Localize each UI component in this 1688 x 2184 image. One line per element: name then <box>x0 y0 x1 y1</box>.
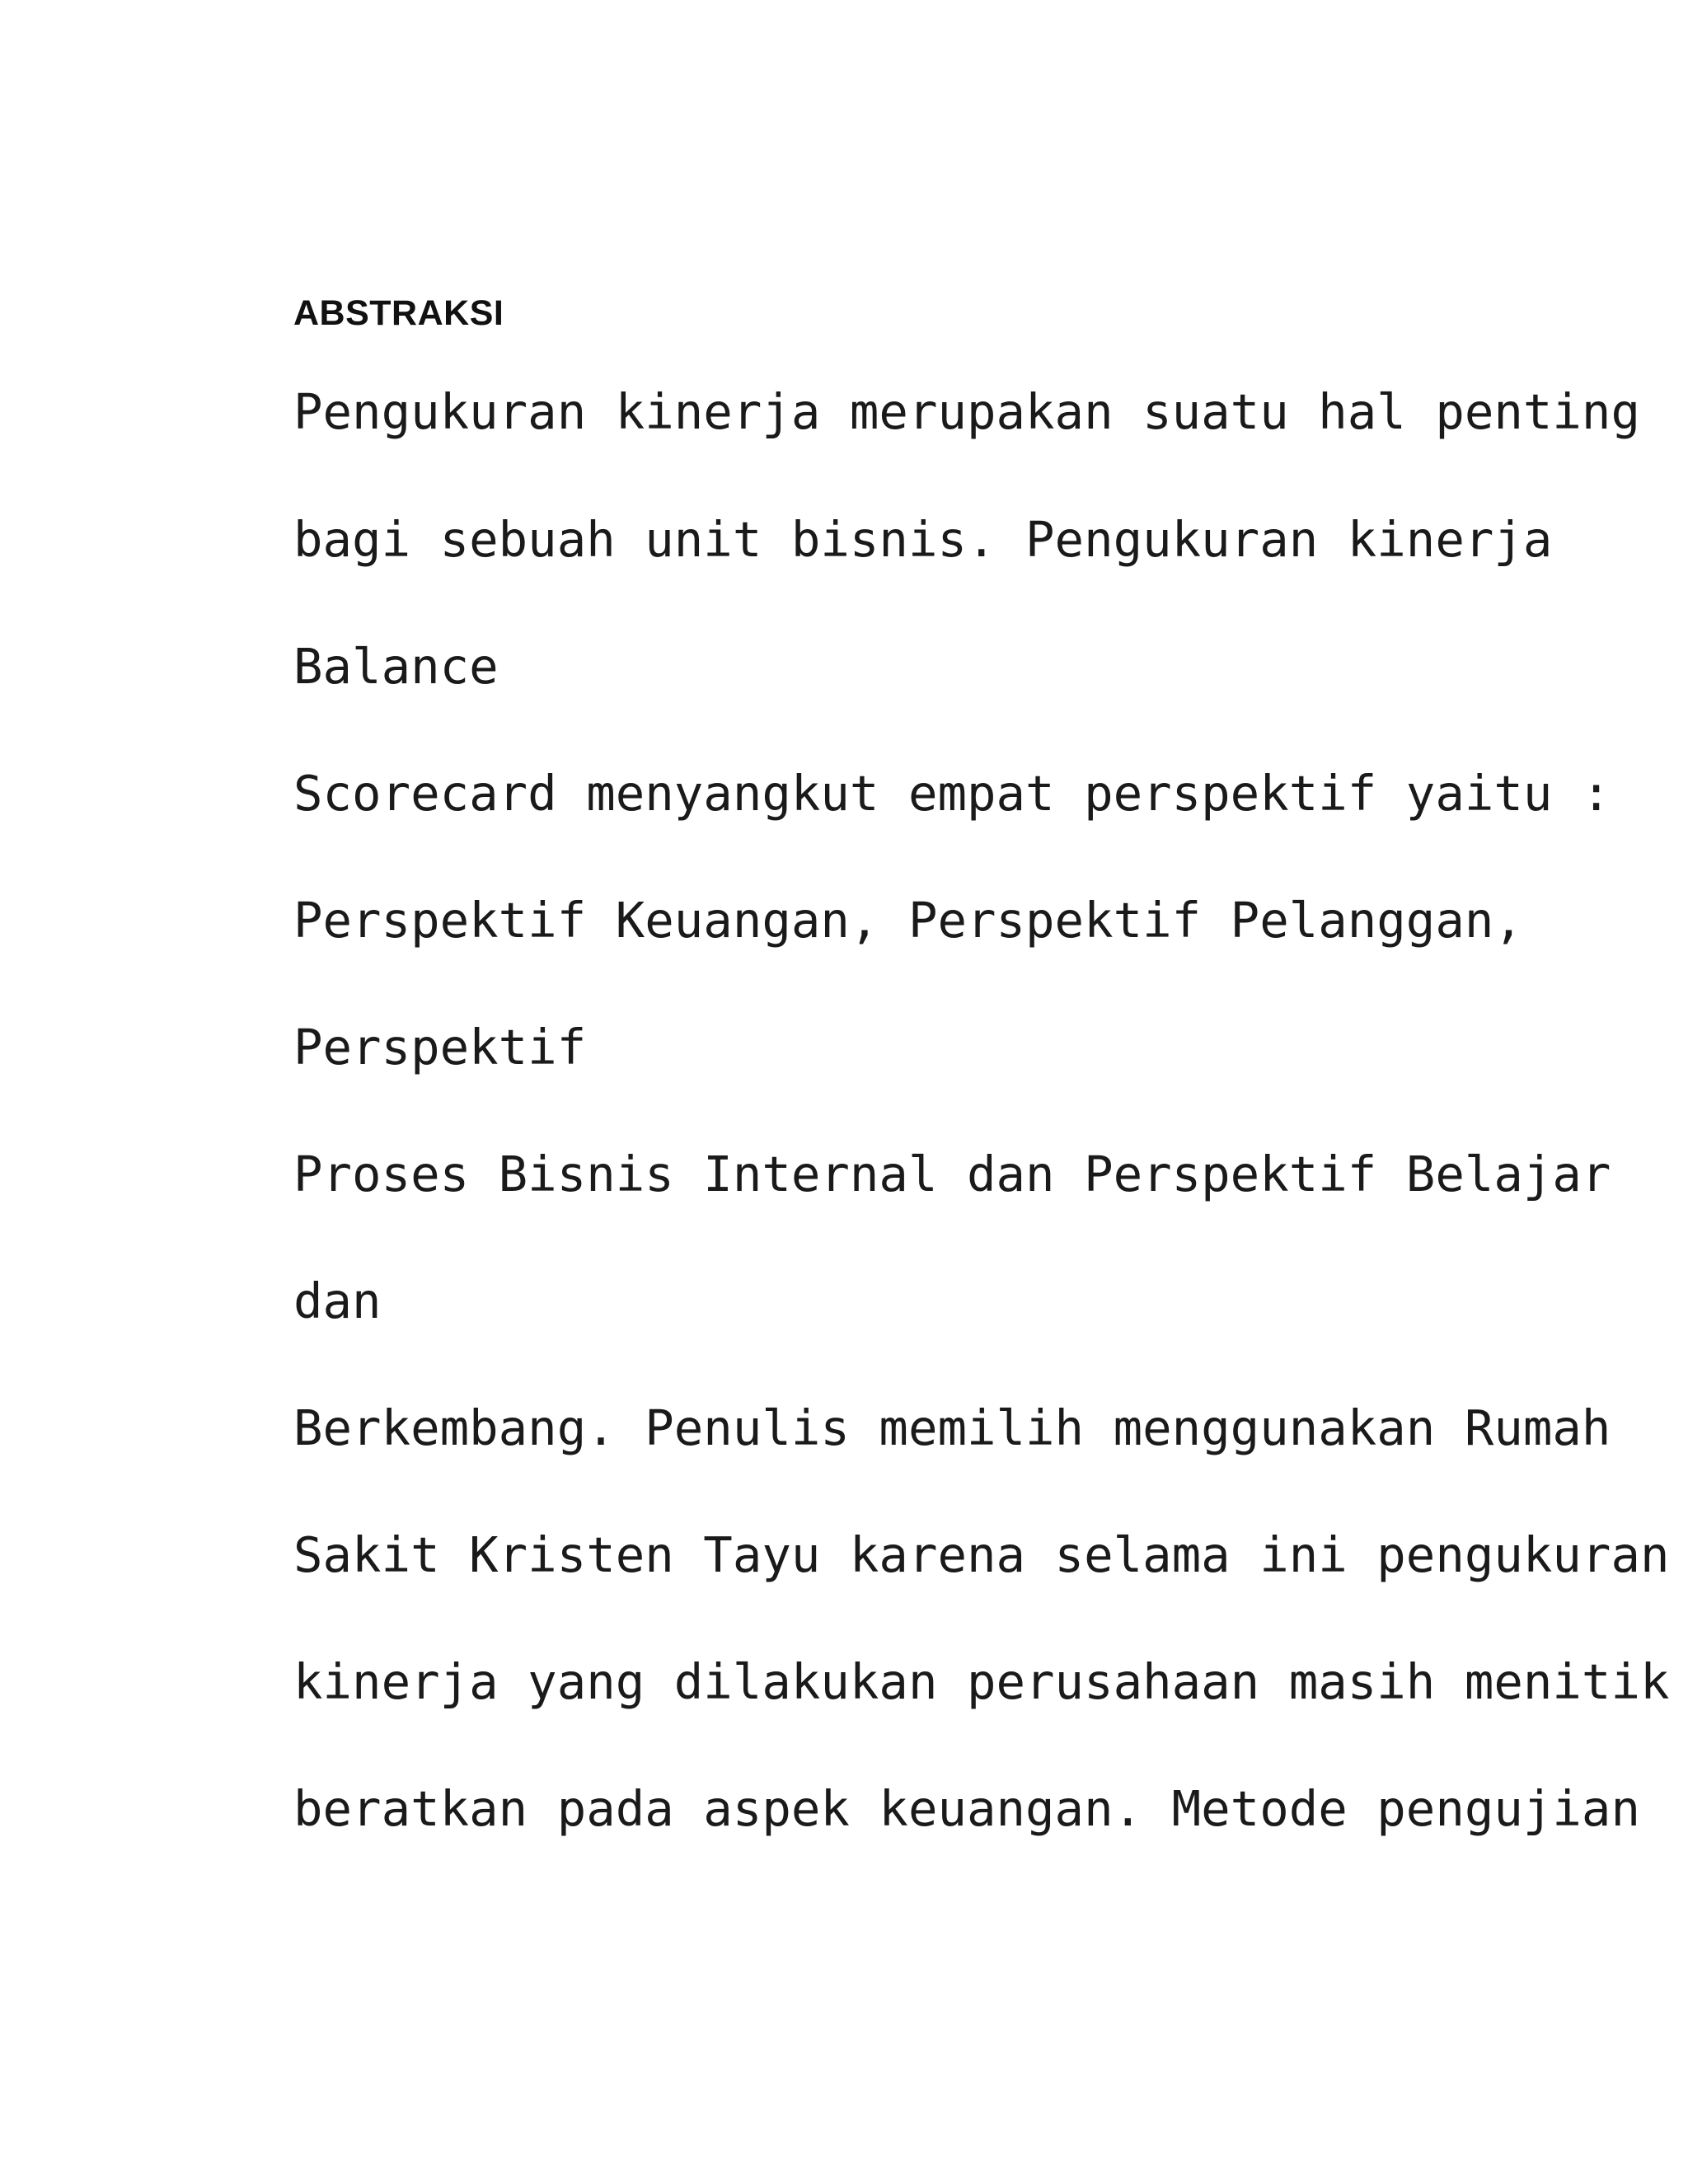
body-line-7: Proses Bisnis Internal dan Perspektif Belajar <box>293 1146 1611 1202</box>
body-line-6: Perspektif <box>293 1019 587 1076</box>
body-line-4: Scorecard menyangkut empat perspektif yaitu : <box>293 765 1611 822</box>
body-line-5: Perspektif Keuangan, Perspektif Pelanggan, <box>293 892 1523 949</box>
abstract-heading: ABSTRAKSI <box>293 293 504 333</box>
body-line-3: Balance <box>293 638 499 695</box>
body-line-2: bagi sebuah unit bisnis. Pengukuran kinerja <box>293 511 1553 568</box>
body-line-12: beratkan pada aspek keuangan. Metode pengujian <box>293 1780 1640 1837</box>
body-line-9: Berkembang. Penulis memilih menggunakan Rumah <box>293 1399 1611 1456</box>
body-line-8: dan <box>293 1272 382 1329</box>
body-line-10: Sakit Kristen Tayu karena selama ini pengukuran <box>293 1526 1670 1583</box>
body-line-1: Pengukuran kinerja merupakan suatu hal penting <box>293 383 1640 440</box>
body-line-11: kinerja yang dilakukan perusahaan masih menitik <box>293 1653 1670 1710</box>
